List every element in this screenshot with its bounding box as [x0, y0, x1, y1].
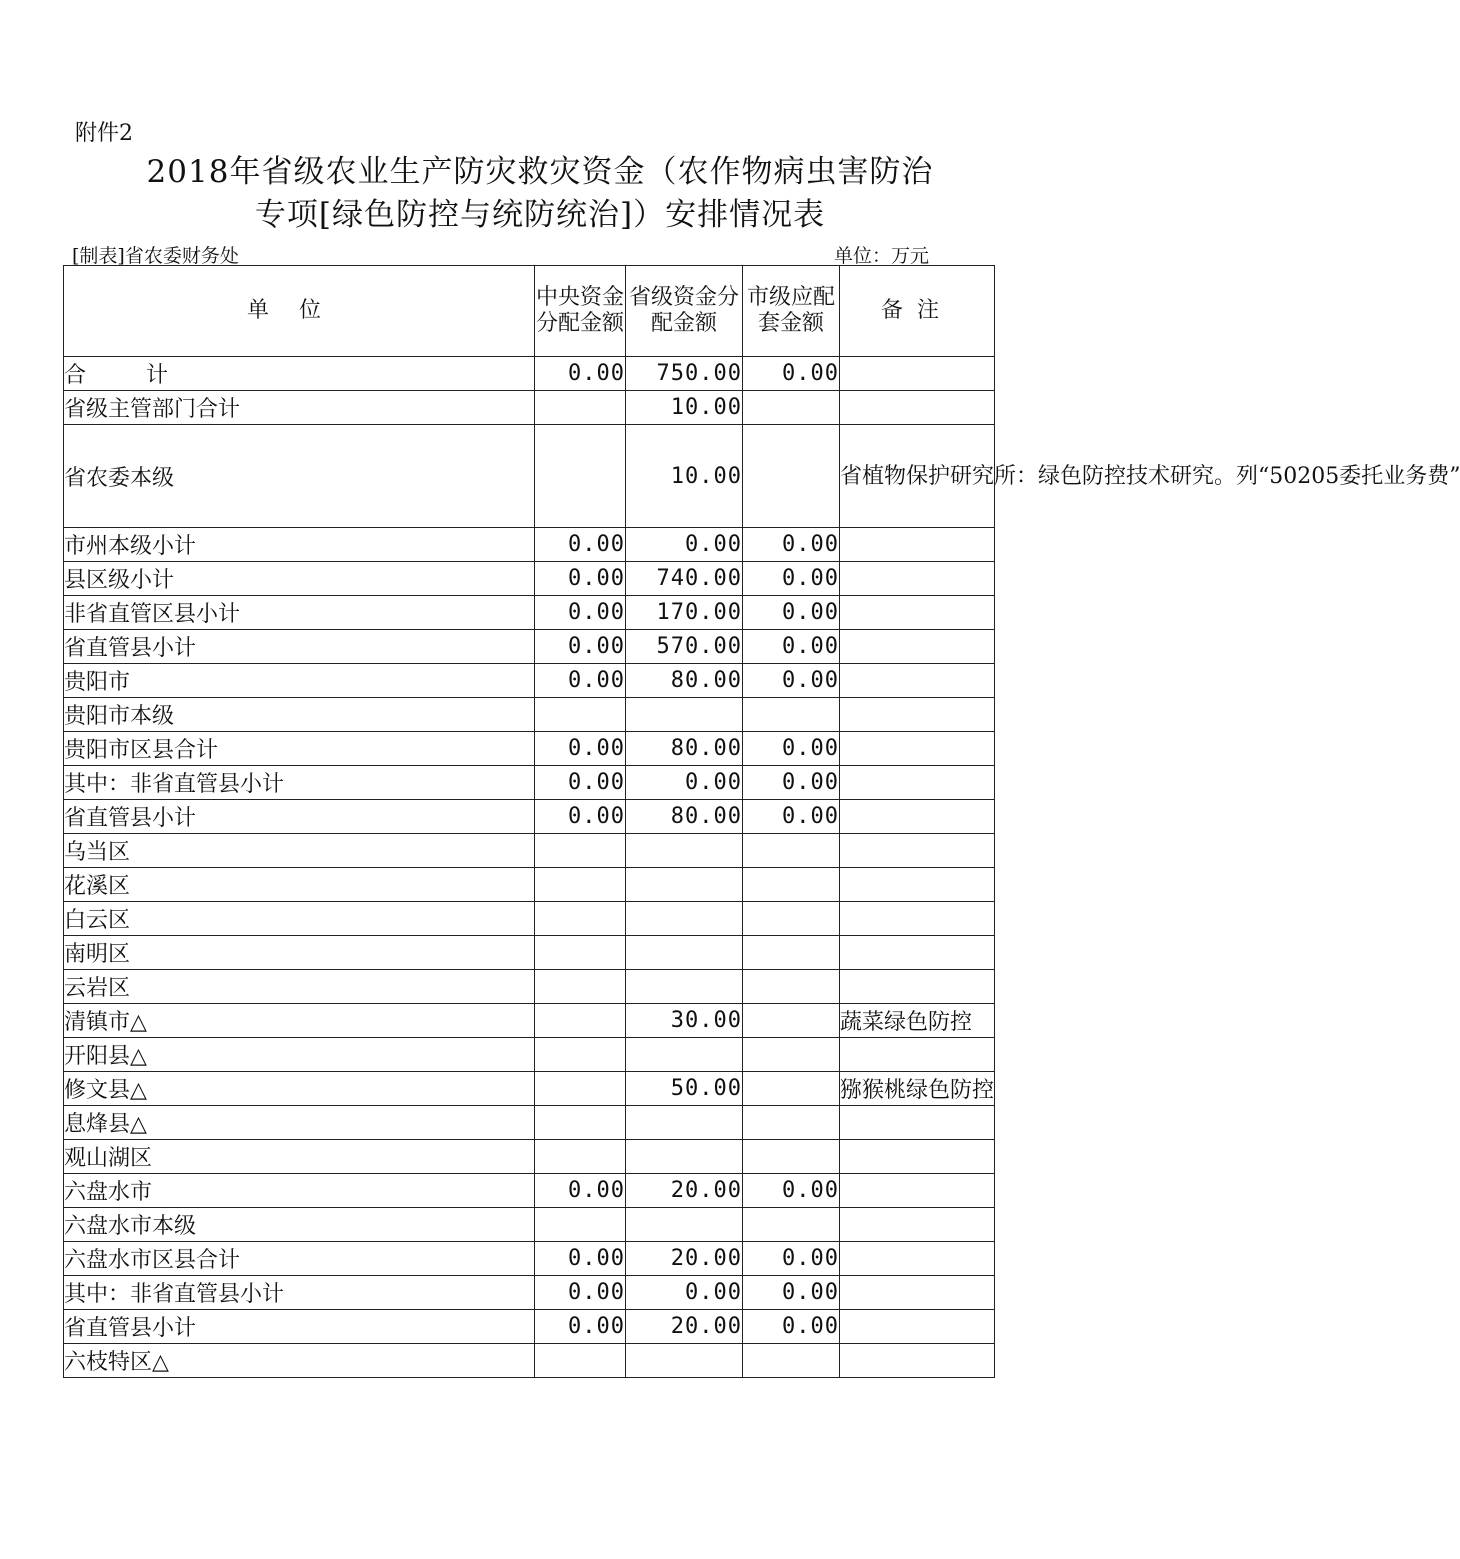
- unit-cell: 息烽县△: [64, 1106, 535, 1140]
- central-cell: 0.00: [535, 664, 626, 698]
- city-cell: [743, 902, 840, 936]
- provincial-cell: 30.00: [626, 1004, 743, 1038]
- table-row: [64, 970, 995, 1004]
- note-cell: [840, 562, 995, 596]
- provincial-cell: [626, 936, 743, 970]
- note-cell: 猕猴桃绿色防控: [840, 1072, 995, 1106]
- provincial-cell: [626, 1038, 743, 1072]
- provincial-cell: 10.00: [626, 391, 743, 425]
- provincial-cell: [626, 868, 743, 902]
- note-cell: [840, 1276, 995, 1310]
- unit-cell: 省直管县小计: [64, 1310, 535, 1344]
- unit-cell: 六枝特区△: [64, 1344, 535, 1378]
- unit-cell: 白云区: [64, 902, 535, 936]
- city-cell: 0.00: [743, 732, 840, 766]
- central-cell: 0.00: [535, 562, 626, 596]
- table-row: [64, 698, 995, 732]
- central-cell: [535, 834, 626, 868]
- table-row: [64, 1106, 995, 1140]
- table-row: [64, 868, 995, 902]
- note-cell: [840, 1344, 995, 1378]
- note-cell: [840, 1310, 995, 1344]
- note-cell: [840, 1106, 995, 1140]
- note-cell: [840, 1242, 995, 1276]
- header-central: 中央资金分配金额: [535, 266, 626, 357]
- central-cell: [535, 1140, 626, 1174]
- city-cell: [743, 868, 840, 902]
- note-cell: [840, 902, 995, 936]
- provincial-cell: 80.00: [626, 732, 743, 766]
- central-cell: [535, 391, 626, 425]
- unit-cell: 其中：非省直管县小计: [64, 766, 535, 800]
- page-title-line2: 专项[绿色防控与统防统治]）安排情况表: [254, 197, 826, 233]
- table-row: [64, 902, 995, 936]
- header-row: [64, 266, 995, 357]
- central-cell: 0.00: [535, 1174, 626, 1208]
- central-cell: [535, 936, 626, 970]
- note-cell: 蔬菜绿色防控: [840, 1004, 995, 1038]
- table-row: [64, 425, 995, 528]
- provincial-cell: [626, 1106, 743, 1140]
- provincial-cell: 10.00: [626, 425, 743, 528]
- unit-cell: 省直管县小计: [64, 630, 535, 664]
- unit-cell: 六盘水市区县合计: [64, 1242, 535, 1276]
- city-cell: [743, 1004, 840, 1038]
- city-cell: [743, 1038, 840, 1072]
- unit-cell: 贵阳市: [64, 664, 535, 698]
- unit-cell: 观山湖区: [64, 1140, 535, 1174]
- central-cell: [535, 425, 626, 528]
- provincial-cell: 570.00: [626, 630, 743, 664]
- unit-label: 单位：万元: [834, 245, 930, 267]
- central-cell: 0.00: [535, 800, 626, 834]
- city-cell: [743, 1344, 840, 1378]
- provincial-cell: 0.00: [626, 528, 743, 562]
- table-row: [64, 664, 995, 698]
- unit-cell: 修文县△: [64, 1072, 535, 1106]
- city-cell: 0.00: [743, 1276, 840, 1310]
- table-row: [64, 1208, 995, 1242]
- unit-cell: 省级主管部门合计: [64, 391, 535, 425]
- table-row: [64, 357, 995, 391]
- header-city: 市级应配套金额: [743, 266, 840, 357]
- provincial-cell: [626, 834, 743, 868]
- note-cell: [840, 528, 995, 562]
- note-cell: [840, 970, 995, 1004]
- central-cell: 0.00: [535, 732, 626, 766]
- central-cell: [535, 1072, 626, 1106]
- note-cell: [840, 766, 995, 800]
- central-cell: [535, 1004, 626, 1038]
- city-cell: [743, 1072, 840, 1106]
- attachment-label: 附件2: [75, 121, 133, 146]
- table-row: [64, 630, 995, 664]
- provincial-cell: 740.00: [626, 562, 743, 596]
- central-cell: [535, 698, 626, 732]
- note-cell: [840, 800, 995, 834]
- table-row: [64, 1072, 995, 1106]
- unit-cell: 乌当区: [64, 834, 535, 868]
- central-cell: [535, 1208, 626, 1242]
- table-row: [64, 391, 995, 425]
- city-cell: [743, 1106, 840, 1140]
- central-cell: 0.00: [535, 357, 626, 391]
- central-cell: 0.00: [535, 630, 626, 664]
- central-cell: 0.00: [535, 1310, 626, 1344]
- central-cell: 0.00: [535, 528, 626, 562]
- city-cell: 0.00: [743, 800, 840, 834]
- central-cell: [535, 868, 626, 902]
- unit-cell: 县区级小计: [64, 562, 535, 596]
- unit-cell: 市州本级小计: [64, 528, 535, 562]
- city-cell: 0.00: [743, 562, 840, 596]
- city-cell: [743, 698, 840, 732]
- allocation-table: [63, 265, 1460, 1378]
- maker-label: [制表]省农委财务处: [72, 245, 239, 267]
- note-cell: [840, 391, 995, 425]
- table-row: [64, 800, 995, 834]
- provincial-cell: 0.00: [626, 766, 743, 800]
- note-cell: [840, 664, 995, 698]
- table-row: [64, 596, 995, 630]
- page-title-line1: 2018年省级农业生产防灾救灾资金（农作物病虫害防治: [146, 154, 934, 190]
- city-cell: 0.00: [743, 630, 840, 664]
- table-row: [64, 1242, 995, 1276]
- table-row: [64, 834, 995, 868]
- note-cell: [840, 630, 995, 664]
- provincial-cell: [626, 1344, 743, 1378]
- central-cell: [535, 1106, 626, 1140]
- city-cell: 0.00: [743, 1310, 840, 1344]
- table-row: [64, 732, 995, 766]
- city-cell: 0.00: [743, 528, 840, 562]
- provincial-cell: 0.00: [626, 1276, 743, 1310]
- unit-cell: 省直管县小计: [64, 800, 535, 834]
- note-cell: [840, 1208, 995, 1242]
- city-cell: 0.00: [743, 357, 840, 391]
- city-cell: 0.00: [743, 596, 840, 630]
- city-cell: [743, 970, 840, 1004]
- city-cell: [743, 936, 840, 970]
- city-cell: [743, 391, 840, 425]
- table-row: [64, 936, 995, 970]
- provincial-cell: 20.00: [626, 1310, 743, 1344]
- unit-cell: 花溪区: [64, 868, 535, 902]
- unit-cell: 合计: [64, 357, 535, 391]
- table-row: [64, 1038, 995, 1072]
- provincial-cell: [626, 970, 743, 1004]
- table-row: [64, 766, 995, 800]
- central-cell: [535, 902, 626, 936]
- header-unit: 单位: [64, 266, 535, 357]
- provincial-cell: 80.00: [626, 664, 743, 698]
- provincial-cell: 20.00: [626, 1174, 743, 1208]
- provincial-cell: 20.00: [626, 1242, 743, 1276]
- table-row: [64, 562, 995, 596]
- table-row: [64, 1344, 995, 1378]
- provincial-cell: [626, 1208, 743, 1242]
- note-cell: [840, 834, 995, 868]
- city-cell: 0.00: [743, 664, 840, 698]
- note-cell: [840, 1038, 995, 1072]
- table-row: [64, 1276, 995, 1310]
- table-row: [64, 1004, 995, 1038]
- header-provincial: 省级资金分配金额: [626, 266, 743, 357]
- city-cell: 0.00: [743, 1174, 840, 1208]
- note-cell: [840, 868, 995, 902]
- unit-cell: 贵阳市本级: [64, 698, 535, 732]
- note-cell: [840, 1174, 995, 1208]
- central-cell: 0.00: [535, 1242, 626, 1276]
- city-cell: 0.00: [743, 1242, 840, 1276]
- provincial-cell: [626, 698, 743, 732]
- unit-cell: 贵阳市区县合计: [64, 732, 535, 766]
- table-row: [64, 1310, 995, 1344]
- unit-cell: 云岩区: [64, 970, 535, 1004]
- city-cell: [743, 1208, 840, 1242]
- unit-cell: 清镇市△: [64, 1004, 535, 1038]
- note-cell: [840, 1140, 995, 1174]
- central-cell: 0.00: [535, 596, 626, 630]
- city-cell: [743, 425, 840, 528]
- table-row: [64, 1140, 995, 1174]
- unit-cell: 六盘水市: [64, 1174, 535, 1208]
- table-row: [64, 1174, 995, 1208]
- header-note: 备注: [840, 266, 995, 357]
- unit-cell: 省农委本级: [64, 425, 535, 528]
- provincial-cell: [626, 902, 743, 936]
- note-cell: [840, 732, 995, 766]
- city-cell: [743, 1140, 840, 1174]
- unit-cell: 非省直管区县小计: [64, 596, 535, 630]
- provincial-cell: 170.00: [626, 596, 743, 630]
- table-row: [64, 528, 995, 562]
- note-cell: [840, 357, 995, 391]
- note-cell: [840, 936, 995, 970]
- central-cell: 0.00: [535, 766, 626, 800]
- central-cell: [535, 970, 626, 1004]
- provincial-cell: 750.00: [626, 357, 743, 391]
- provincial-cell: [626, 1140, 743, 1174]
- note-cell: [840, 596, 995, 630]
- central-cell: 0.00: [535, 1276, 626, 1310]
- unit-cell: 六盘水市本级: [64, 1208, 535, 1242]
- unit-cell: 开阳县△: [64, 1038, 535, 1072]
- unit-cell: 南明区: [64, 936, 535, 970]
- provincial-cell: 50.00: [626, 1072, 743, 1106]
- note-cell: 省植物保护研究所：绿色防控技术研究。列“50205委托业务费”: [840, 425, 995, 528]
- city-cell: [743, 834, 840, 868]
- note-cell: [840, 698, 995, 732]
- central-cell: [535, 1038, 626, 1072]
- provincial-cell: 80.00: [626, 800, 743, 834]
- city-cell: 0.00: [743, 766, 840, 800]
- unit-cell: 其中：非省直管县小计: [64, 1276, 535, 1310]
- central-cell: [535, 1344, 626, 1378]
